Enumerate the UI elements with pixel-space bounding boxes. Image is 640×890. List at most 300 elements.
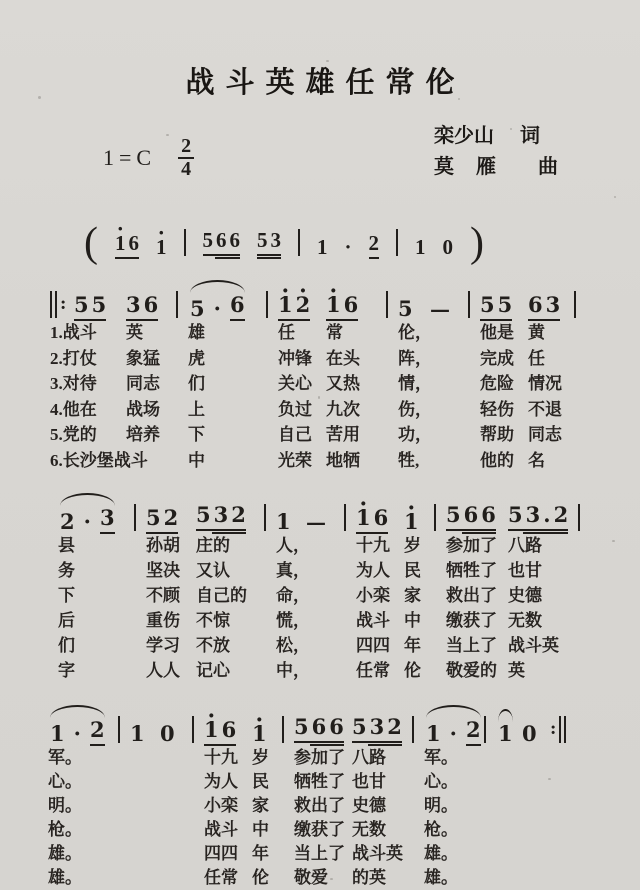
note-group: [317, 235, 328, 259]
lyric-cell: 阵，: [398, 348, 432, 368]
lyric-cell: 枪。: [424, 820, 458, 839]
lyric-cell: 上: [188, 399, 205, 419]
lyric-cell: 学习: [146, 636, 180, 655]
note-digit: 5: [508, 502, 523, 527]
note-group: [508, 503, 568, 534]
lyric-cell: 年: [404, 636, 421, 655]
system-3-grid: [0, 688, 640, 890]
lyric-cell: 下: [188, 425, 205, 444]
note-digit: 1: [415, 235, 426, 259]
lyric-cell: 关心: [278, 374, 312, 393]
note-digits: [74, 293, 106, 317]
note-digit: 6: [463, 502, 479, 527]
lyric-cell: 又热: [326, 374, 360, 393]
note-digits: [146, 506, 178, 530]
note-group: [522, 722, 537, 746]
lyric-cell: 为人: [204, 772, 238, 791]
note-group: [450, 722, 457, 746]
system-3: [0, 688, 640, 890]
lyric-cell: 重伤: [146, 611, 180, 630]
note-group: [50, 722, 65, 746]
note-digit: 6: [143, 292, 159, 317]
note-digits: [84, 510, 91, 534]
lyric-cell: 也甘: [508, 561, 542, 580]
note-digits: [204, 718, 236, 742]
lyric-cell: 八路: [352, 748, 386, 767]
credits: [434, 121, 558, 183]
barline: [266, 291, 268, 318]
note-digit: ·: [83, 509, 91, 534]
system-1: [0, 267, 640, 474]
intro-phrase: [0, 205, 640, 266]
lyric-cell: 小栾: [356, 586, 390, 605]
note-digits: [156, 235, 167, 259]
lyric-cell: 帮助: [480, 425, 514, 444]
lyric-cell: 家: [404, 586, 421, 605]
lyric-cell: 牺牲了: [446, 561, 497, 580]
lyricist-credit: [434, 121, 558, 152]
lyric-cell: 1.战斗: [50, 323, 97, 342]
barline: [192, 716, 194, 743]
note-digit: 5: [74, 292, 89, 317]
note-digit: 3: [270, 228, 281, 252]
note-digit: 6: [528, 292, 543, 317]
lyric-cell: 名: [528, 450, 545, 470]
note-digits: [203, 228, 241, 252]
slur: [58, 493, 117, 534]
note-digits: [276, 510, 291, 534]
note-digit: 5: [257, 228, 268, 252]
beam-underline: [115, 257, 139, 259]
lyric-cell: 记心: [196, 661, 230, 680]
note-digits: [306, 510, 326, 534]
note-group: [74, 722, 81, 746]
note-digits: [522, 722, 537, 746]
lyric-cell: 无数: [352, 820, 386, 839]
composer-credit: [434, 152, 558, 183]
repeat-dots: :: [60, 294, 67, 314]
lyric-cell: 英: [126, 323, 143, 342]
note-digits: [60, 510, 75, 534]
note-digit: 2: [465, 717, 481, 742]
lyric-cell: 心。: [48, 772, 82, 791]
lyric-cell: 参加了: [294, 748, 345, 767]
note-digit: 5: [196, 502, 211, 527]
note-digit: 5: [146, 505, 161, 530]
note-digits: [426, 722, 441, 746]
beam-underline: [466, 744, 481, 746]
lyric-cell: 冲锋: [278, 348, 312, 368]
barline-stroke: [266, 291, 268, 318]
note-group: [203, 228, 241, 259]
note-digit: ·: [73, 721, 81, 746]
slur: [188, 280, 247, 321]
lyric-cell: 四四: [356, 636, 390, 655]
lyric-cell: 他是: [480, 323, 514, 342]
note-digit: 5: [202, 228, 213, 252]
note-group: [430, 297, 450, 321]
lyric-cell: 心。: [424, 772, 458, 791]
note-group: [100, 506, 115, 534]
barline-stroke: [396, 229, 398, 256]
note-digits: [466, 718, 481, 742]
key-signature: 1=C: [103, 145, 157, 170]
lyric-cell: 情况: [528, 374, 562, 393]
composer-name: 莫雁: [434, 156, 518, 178]
note-group: [126, 293, 158, 321]
slur: [48, 705, 107, 746]
lyric-cell: 的英: [352, 868, 386, 887]
note-group: [352, 715, 402, 746]
note-digit: 3: [213, 502, 229, 527]
lyric-cell: 岁: [252, 748, 269, 767]
note-digits: [398, 297, 413, 321]
lyric-cell: 下: [58, 586, 75, 605]
lyric-cell: 完成: [480, 348, 514, 368]
key-row: [0, 127, 640, 189]
note-digits: [352, 715, 402, 739]
barline: [134, 504, 136, 531]
barline-stroke: [192, 716, 194, 743]
note-group: [146, 506, 178, 534]
lyric-cell: 字: [58, 661, 75, 680]
lyric-cell: 史德: [352, 796, 386, 815]
lyric-cell: 四四: [204, 844, 238, 863]
lyric-cell: 地牺: [326, 450, 360, 470]
barline-stroke: [264, 504, 266, 531]
lyric-cell: 岁: [404, 536, 421, 555]
lyric-cell: 危险: [480, 374, 514, 393]
note-digits: [130, 722, 145, 746]
note-digit: 6: [221, 717, 237, 742]
note-group: [404, 510, 419, 534]
note-digit: 1: [426, 721, 441, 746]
note-group: [294, 715, 344, 746]
lyric-cell: 情，: [398, 374, 432, 393]
note-group: [130, 722, 145, 746]
lyric-cell: 4.他在: [50, 399, 97, 419]
lyric-cell: 5.党的: [50, 425, 97, 444]
lyric-cell: 中: [404, 611, 421, 630]
lyric-cell: 伦: [252, 868, 269, 887]
note-digits: [528, 293, 560, 317]
note-digit: 3: [99, 505, 115, 530]
note-group: [190, 297, 205, 321]
barline: [578, 504, 580, 531]
system-2-grid: [0, 476, 640, 684]
note-digit: 6: [481, 502, 496, 527]
note-digit: 1: [498, 721, 513, 746]
beam-underline: [90, 744, 105, 746]
note-digits: [317, 235, 328, 259]
sixteenth-underline: [257, 257, 281, 259]
lyric-cell: 不顾: [146, 586, 180, 605]
note-digit: 0: [160, 721, 175, 746]
lyric-cell: 民: [404, 561, 421, 580]
song-title: 战斗英雄任常伦: [185, 67, 466, 99]
barline: [396, 229, 398, 256]
note-digits: [190, 297, 205, 321]
barline: [574, 291, 576, 318]
lyric-cell: 雄: [188, 323, 205, 342]
note-digit: 0: [522, 721, 537, 746]
note-group: [160, 722, 175, 746]
note-digits: [356, 506, 388, 530]
high-octave-note: · 1: [404, 510, 419, 534]
sixteenth-underline: [215, 257, 240, 259]
note-digit: 3: [369, 714, 385, 739]
lyric-cell: 功，: [398, 425, 432, 444]
lyric-cell: 为人: [356, 561, 390, 580]
note-digit: 5: [91, 292, 107, 317]
note-group: [257, 228, 281, 259]
lyric-cell: 明。: [424, 796, 458, 815]
note-digit: 2: [231, 502, 246, 527]
note-group: [356, 506, 388, 534]
meter-denominator: 4: [181, 158, 192, 180]
note-digit: 1: [50, 721, 65, 746]
note-group: [156, 235, 167, 259]
lyric-cell: 敬爱: [294, 868, 328, 887]
lyric-cell: 们: [188, 374, 205, 393]
lyric-cell: 轻伤: [480, 399, 514, 419]
lyric-cell: 参加了: [446, 536, 497, 555]
system-2: [0, 476, 640, 684]
beam-underline: [203, 254, 241, 256]
note-group: [74, 293, 106, 321]
lyric-cell: 常: [326, 323, 343, 342]
note-digit: 2: [163, 505, 179, 530]
barline-stroke: [50, 291, 52, 318]
note-digits: [126, 293, 158, 317]
repeat-start-barline: [50, 291, 66, 318]
note-digit: 5: [480, 292, 495, 317]
barline-stroke: [184, 229, 186, 256]
note-group: [90, 718, 105, 746]
high-octave-note: · 1: [326, 293, 341, 317]
lyric-cell: 救出了: [446, 586, 497, 605]
system-1-grid: [0, 267, 640, 474]
note-group: [252, 722, 267, 746]
lyric-cell: 松，: [276, 636, 310, 655]
note-digits: [100, 506, 115, 530]
lyric-cell: 明。: [48, 796, 82, 815]
note-group: [60, 510, 75, 534]
lyric-cell: 光荣: [278, 450, 312, 470]
barline: [282, 716, 284, 743]
note-digits: [90, 718, 105, 742]
note-digits: [160, 722, 175, 746]
lyric-cell: 黄: [528, 323, 545, 342]
note-group: [84, 510, 91, 534]
note-digit: 3: [126, 292, 141, 317]
note-digit: 2: [553, 502, 569, 527]
lyric-cell: 孙胡: [146, 536, 180, 555]
lyric-cell: 无数: [508, 611, 542, 630]
lyric-cell: 民: [252, 772, 269, 791]
lyric-cell: 苦用: [326, 425, 360, 444]
repeat-end-barline: [550, 716, 566, 743]
lyric-cell: 虎: [188, 348, 205, 368]
note-digits: [115, 231, 139, 255]
lyric-cell: 培养: [126, 425, 160, 444]
lyric-cell: 象猛: [126, 348, 160, 368]
note-digit: ·: [213, 296, 221, 321]
lyric-cell: 牲,: [398, 450, 420, 470]
barline: [264, 504, 266, 531]
note-digit: 6: [343, 292, 359, 317]
lyric-cell: 雄。: [424, 844, 458, 863]
note-group: [498, 722, 513, 746]
beam-underline: [446, 529, 496, 531]
lyric-cell: 牺牲了: [294, 772, 345, 791]
lyric-cell: 务: [58, 561, 75, 580]
high-octave-note: · 2: [296, 293, 311, 317]
lyric-cell: 们: [58, 636, 75, 655]
note-digit: 1: [276, 509, 291, 534]
barline-stroke: [118, 716, 120, 743]
lyric-cell: 人，: [276, 536, 310, 555]
lyric-cell: 军。: [424, 748, 458, 767]
note-digit: 6: [128, 231, 139, 255]
slur: [496, 709, 515, 746]
barline-stroke: [298, 229, 300, 256]
lyric-cell: 雄。: [48, 868, 82, 887]
lyric-cell: 命，: [276, 586, 310, 605]
lyric-cell: 不惊: [196, 611, 230, 630]
lyric-cell: 伦，: [398, 323, 432, 342]
note-group: [306, 510, 326, 534]
note-digit: 3: [545, 292, 561, 317]
barline-stroke: [468, 291, 470, 318]
note-digit: 6: [229, 292, 245, 317]
note-digits: [326, 293, 358, 317]
note-group: [278, 293, 310, 321]
note-digits: [446, 503, 496, 527]
note-group: [196, 503, 246, 534]
lyric-cell: 九次: [326, 399, 360, 419]
note-digit: 5: [446, 502, 461, 527]
note-digit: 2: [387, 714, 402, 739]
barline-stroke: [176, 291, 178, 318]
note-group: [204, 718, 236, 746]
lyric-cell: 自己: [278, 425, 312, 444]
barline-stroke: [134, 504, 136, 531]
note-digits: [508, 503, 568, 527]
lyric-cell: 中: [252, 820, 269, 839]
note-digits: [498, 722, 513, 746]
note-digits: [369, 231, 380, 255]
lyric-cell: 庄的: [196, 536, 230, 555]
slur: [424, 705, 483, 746]
barline: [434, 504, 436, 531]
barline-stroke: [564, 716, 566, 743]
note-group: [345, 235, 352, 259]
phrase-parenthesis: ): [470, 220, 485, 266]
note-digit: 5: [190, 296, 205, 321]
lyric-cell: 缴获了: [294, 820, 345, 839]
lyric-cell: 雄。: [424, 868, 458, 887]
lyric-cell: 战斗: [356, 611, 390, 630]
note-digits: [230, 293, 245, 317]
high-octave-note: · 1: [115, 231, 126, 255]
note-digit: 5: [294, 714, 309, 739]
high-octave-note: · 1: [252, 722, 267, 746]
lyric-cell: 伤，: [398, 399, 432, 419]
lyric-cell: 自己的: [196, 586, 247, 605]
note-digit: ·: [344, 235, 352, 259]
note-digit: .: [543, 502, 551, 527]
barline: [298, 229, 300, 256]
lyric-cell: 小栾: [204, 796, 238, 815]
beam-underline: [196, 529, 246, 531]
lyric-cell: 不退: [528, 399, 562, 419]
lyric-cell: 英: [508, 661, 525, 680]
note-group: [115, 231, 139, 259]
note-group: [398, 297, 413, 321]
lyric-cell: 任: [278, 323, 295, 342]
lyric-cell: 战斗英: [352, 844, 403, 863]
composer-role: 曲: [538, 156, 558, 178]
lyric-cell: 县: [58, 536, 75, 555]
barline: [484, 716, 486, 743]
note-group: [528, 293, 560, 321]
note-digits: [252, 722, 267, 746]
lyric-cell: 坚决: [146, 561, 180, 580]
note-digit: 1: [130, 721, 145, 746]
note-digits: [278, 293, 310, 317]
lyric-cell: 雄。: [48, 844, 82, 863]
note-group: [426, 722, 441, 746]
high-octave-note: · 1: [278, 293, 293, 317]
note-digit: 1: [317, 235, 328, 259]
barline-stroke: [574, 291, 576, 318]
note-digit: 5: [497, 292, 513, 317]
note-digit: 6: [329, 714, 344, 739]
beam-underline: [230, 319, 245, 321]
barline: [412, 716, 414, 743]
note-group: [326, 293, 358, 321]
lyric-cell: 八路: [508, 536, 542, 555]
lyric-cell: 任常: [204, 868, 238, 887]
lyric-cell: 负过: [278, 399, 312, 419]
note-digit: 0: [442, 235, 454, 259]
note-digits: [74, 722, 81, 746]
lyric-cell: 任: [528, 348, 545, 368]
note-digit: 3: [525, 502, 541, 527]
repeat-dots: :: [550, 719, 557, 739]
lyric-cell: 史德: [508, 586, 542, 605]
high-octave-note: · 1: [356, 506, 371, 530]
lyric-cell: 同志: [528, 425, 562, 444]
beam-underline: [352, 741, 402, 743]
note-group: [466, 718, 481, 746]
lyric-cell: 伦: [404, 661, 421, 680]
lyric-cell: 当上了: [294, 844, 345, 863]
note-group: [443, 235, 454, 259]
high-octave-note: · 1: [156, 235, 167, 259]
note-group: [480, 293, 512, 321]
lyric-cell: 同志: [126, 374, 160, 393]
note-digit: 6: [229, 228, 240, 252]
lyric-cell: 战斗英: [508, 636, 559, 655]
lyric-cell: 战场: [126, 399, 160, 419]
note-digits: [443, 235, 454, 259]
barline: [468, 291, 470, 318]
note-digits: [196, 503, 246, 527]
lyric-cell: 他的: [480, 450, 514, 470]
note-digit: 6: [216, 228, 227, 252]
